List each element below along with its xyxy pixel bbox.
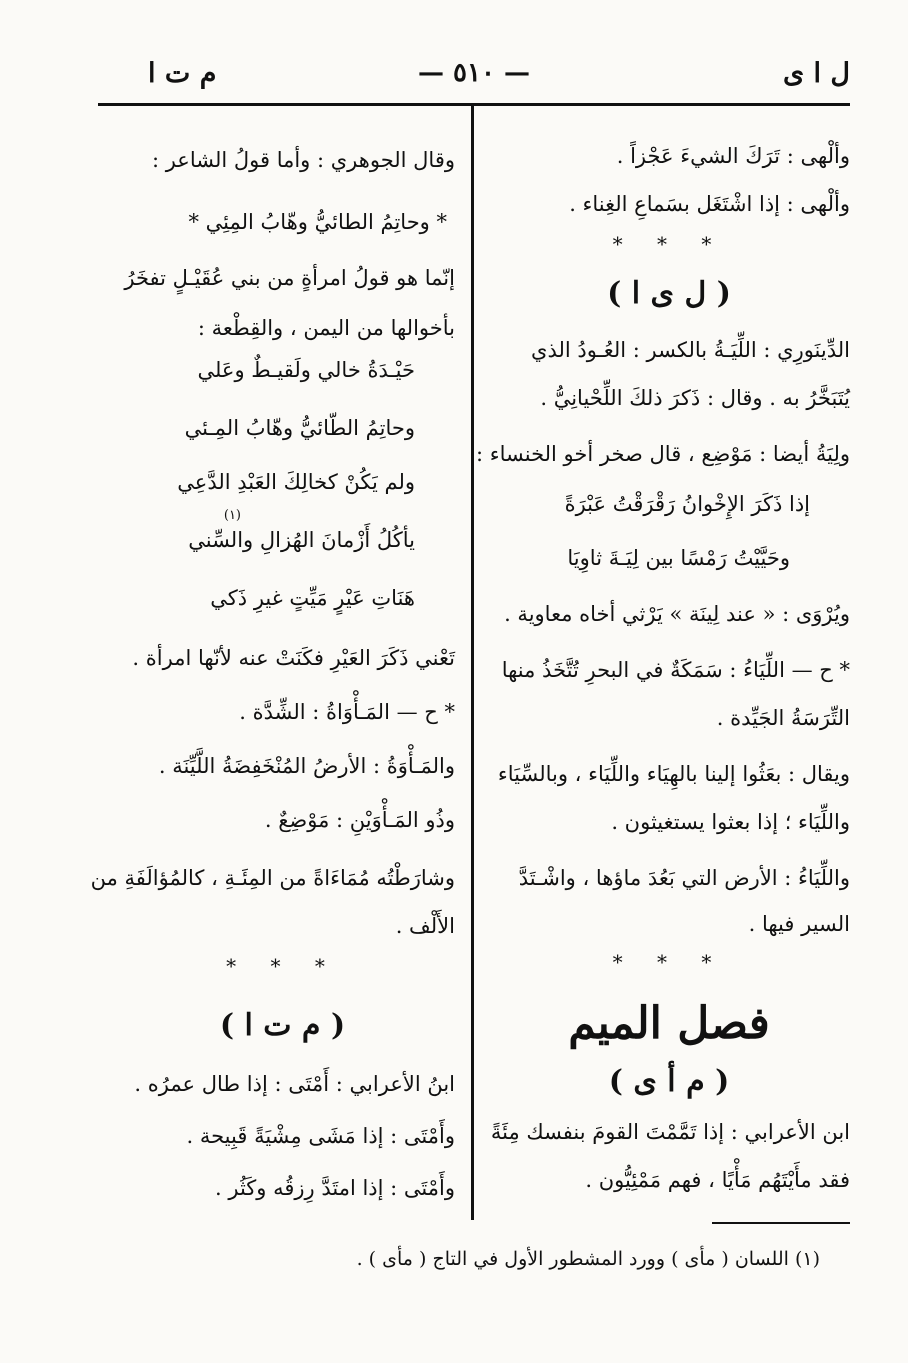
text-line: * ح — اللِّيَاءُ : سَمَكَةٌ في البحرِ تُتَّخَذُ منها xyxy=(501,658,850,682)
text-line: واللِّيَاءُ : الأرض التي بَعُدَ ماؤها ، واشْـتَدَّ xyxy=(518,866,850,890)
text-line: وذُو المَـأْوَيْنِ : مَوْضِعٌ . xyxy=(264,808,455,832)
header-root-right: ل ا ى xyxy=(782,58,850,89)
text-line: ابنُ الأعرابي : أَمْتَى : إذا طال عمرُه . xyxy=(134,1072,455,1096)
verse-line: يأكُلُ أَزْمانَ الهُزالِ والسِّني xyxy=(188,528,415,552)
text-line: وألْهى : إذا اشْتَغَل بسَماعِ الغِناء . xyxy=(569,192,850,216)
text-line: الأَلْف . xyxy=(395,914,455,938)
text-line: ولِيَةُ أيضا : مَوْضِع ، قال صخر أخو الخنساء : xyxy=(475,442,850,466)
separator-stars: * * * xyxy=(226,954,339,978)
verse-line: إذا ذَكَرَ الإِخْوانُ رَقْرَقْتُ عَبْرَةً xyxy=(564,492,810,516)
column-divider xyxy=(471,106,474,1220)
separator-stars: * * * xyxy=(612,950,726,974)
text-line: فقد مأَيْتَهُم مَأْيًا ، فهم مَمْئِيُّون . xyxy=(585,1168,850,1192)
text-line: يُتَبَخَّرُ به . وقال : ذَكرَ ذلكَ اللِّحْيانِيُّ . xyxy=(540,386,850,410)
footnote-marker: (١) xyxy=(223,508,241,523)
page-header xyxy=(98,58,850,104)
text-line: وألْهى : تَرَكَ الشيءَ عَجْزاً . xyxy=(616,144,850,168)
text-line: السير فيها . xyxy=(748,912,850,936)
text-line: واللِّيَاء ؛ إذا بعثوا يستغيثون . xyxy=(611,810,850,834)
verse-line: هَنَاتِ عَيْرٍ مَيِّتٍ غيرِ ذَكي xyxy=(210,586,415,610)
text-line: بأخوالها من اليمن ، والقِطْعة : xyxy=(197,316,455,340)
text-line: التِّرَسَةُ الجَيِّدة . xyxy=(716,706,850,730)
separator-stars: * * * xyxy=(612,232,726,256)
entry-heading: ( م ت ا ) xyxy=(219,1008,346,1043)
text-line: ويُرْوَى : « عند لِينَة » يَرْثي أخاه معاوية . xyxy=(504,602,850,626)
footnote: (١) اللسان ( مأى ) وورد المشطور الأول في التاج ( مأى ) . xyxy=(356,1248,820,1270)
verse-line: * وحاتِمُ الطائيُّ وهّابُ المِئِي * xyxy=(188,210,447,234)
footnote-rule xyxy=(712,1222,850,1224)
text-line: وشارَطْتُه مُمَاءَاةً من المِئَـةِ ، كالمُؤالَفَةِ من xyxy=(90,866,455,890)
text-line: إنّما هو قولُ امرأةٍ من بني عُقَيْـلٍ تفخَرُ xyxy=(124,266,455,290)
text-line: * ح — المَـأْوَاةُ : الشِّدَّة . xyxy=(239,700,455,724)
entry-heading: ( م أ ى ) xyxy=(608,1064,730,1099)
verse-line: وحاتِمُ الطّائيُّ وهّابُ المِـئي xyxy=(184,416,415,440)
header-root-left: م ت ا xyxy=(148,58,217,89)
header-rule xyxy=(98,103,850,106)
text-line: والمَـأْوَةُ : الأرضُ المُنْخَفِضَةُ اللَّيِّنَة . xyxy=(158,754,455,778)
text-line: وقال الجوهري : وأما قولُ الشاعر : xyxy=(151,148,455,172)
text-line: ابن الأعرابي : إذا تَمَّمْتَ القومَ بنفسك مِئَةً xyxy=(490,1120,850,1144)
section-title: فصل الميم xyxy=(568,998,770,1049)
verse-line: ولم يَكُنْ كخالِكَ العَبْدِ الدَّعِي xyxy=(177,470,415,494)
text-line: الدِّينَورِي : اللِّيَـةُ بالكسر : العُـودُ الذي xyxy=(531,338,850,362)
page-number: — ٥١٠ — xyxy=(417,58,531,88)
verse-line: حَيْـدَةُ خالي ولَقيـطٌ وعَلي xyxy=(197,358,415,382)
text-line: تَعْني ذَكَرَ العَيْرِ فكَنَتْ عنه لأنّها امرأة . xyxy=(132,646,455,670)
entry-heading: ( ل ى ا ) xyxy=(607,276,731,311)
verse-line: وحَيَّيْتُ رَمْسًا بين لِيَـةَ ثاوِيَا xyxy=(567,546,790,570)
text-line: وأَمْتَى : إذا مَشَى مِشْيَةً قَبِيحة . xyxy=(186,1124,455,1148)
text-line: ويقال : بعَثُوا إلينا بالهِيَاء واللِّيَاء ، وبالسِّيَاء xyxy=(497,762,850,786)
text-line: وأَمْتَى : إذا امتَدَّ رِزقُه وكَثُر . xyxy=(215,1176,455,1200)
